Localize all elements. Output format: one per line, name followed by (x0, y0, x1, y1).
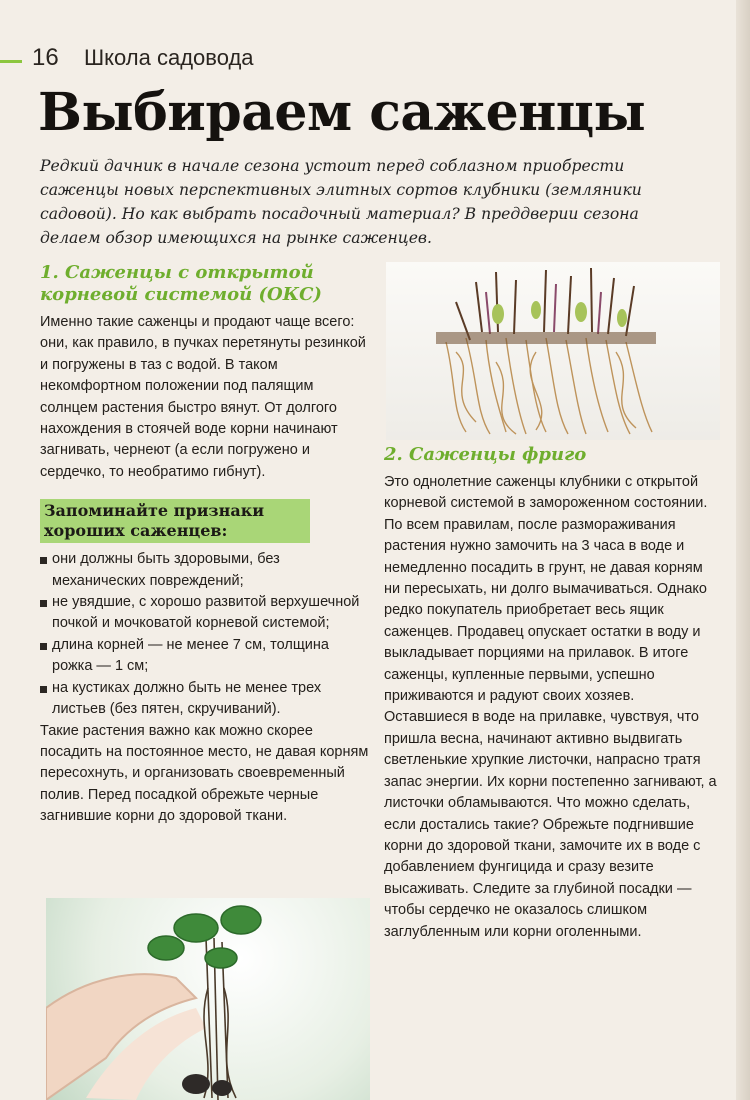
list-item: они должны быть здоровыми, без механических повреждений; (40, 549, 370, 592)
signs-list (40, 549, 370, 720)
article-lead: Редкий дачник в начале сезона устоит перед соблазном приобрести саженцы новых перспективных элитных сортов клубники (земляники садовой). Но как выбрать посадочный материал? В преддверии сезона делаем обзор имеющихся на рынке саженцев. (40, 157, 642, 247)
section-2-title: 2. Саженцы фриго (384, 444, 587, 465)
seedlings-roots-photo (386, 262, 720, 440)
signs-box-title: Запоминайте признаки хороших саженцев: (40, 499, 310, 543)
list-item: не увядшие, с хорошо развитой верхушечной почкой и мочковатой корневой системой; (40, 592, 370, 635)
rubric-title: Школа садовода (84, 45, 254, 70)
right-column (384, 444, 718, 943)
page-edge (736, 0, 750, 1100)
page-number: 16 (32, 44, 59, 71)
section-1-title: 1. Саженцы с открытой корневой системой (ОКС) (40, 262, 322, 305)
seedling-in-hand-photo (46, 898, 370, 1100)
left-column (40, 262, 370, 828)
page-header (0, 44, 420, 74)
header-accent-line (0, 60, 22, 63)
section-1-body: Именно такие саженцы и продают чаще всего: они, как правило, в пучках перетянуты резинкой и погружены в таз с водой. В таком некомфортном положении под палящим солнцем растения быстро вянут. От долгого нахождения в стоячей воде корни начинают загнивать, чернеют (а если погружено и сердечко, то необратимо гибнут). (40, 314, 366, 480)
section-1-after-signs: Такие растения важно как можно скорее посадить на постоянное место, не давая корням пересохнуть, и организовать своевременный полив. Перед посадкой обрежьте черные загнившие корни до здоровой ткани. (40, 722, 369, 825)
article-title: Выбираем саженцы (38, 82, 646, 143)
list-item: на кустиках должно быть не менее трех листьев (без пятен, скручиваний). (40, 678, 370, 721)
list-item: длина корней — не менее 7 см, толщина рожка — 1 см; (40, 635, 370, 678)
section-2-body: Это однолетние саженцы клубники с открытой корневой системой в замороженном состоянии. По всем правилам, после размораживания растения нужно замочить на 3 часа в воде и немедленно посадить в грунт, не давая корням ни пересыхать, ни долго вымачиваться. Однако редко покупатель приобретает весь ящик саженцев. Продавец опускает остатки в воду и выкладывает порциями на прилавок. В итоге саженцы, купленные первыми, успешно приживаются и радуют своих хозяев. Оставшиеся в воде на прилавке, чувствуя, что пришла весна, начинают активно выдвигать светленькие хрупкие листочки, напрасно тратя запас энергии. Их корни постепенно загнивают, а листочки обламываются. Что можно сделать, если достались такие? Обрежьте подгнившие корни до здоровой ткани, замочите их в воде с добавлением фунгицида и сразу везите высаживать. Следите за глубиной посадки — чтобы сердечко не оказалось слишком заглубленным или корни оголенными. (384, 474, 717, 940)
